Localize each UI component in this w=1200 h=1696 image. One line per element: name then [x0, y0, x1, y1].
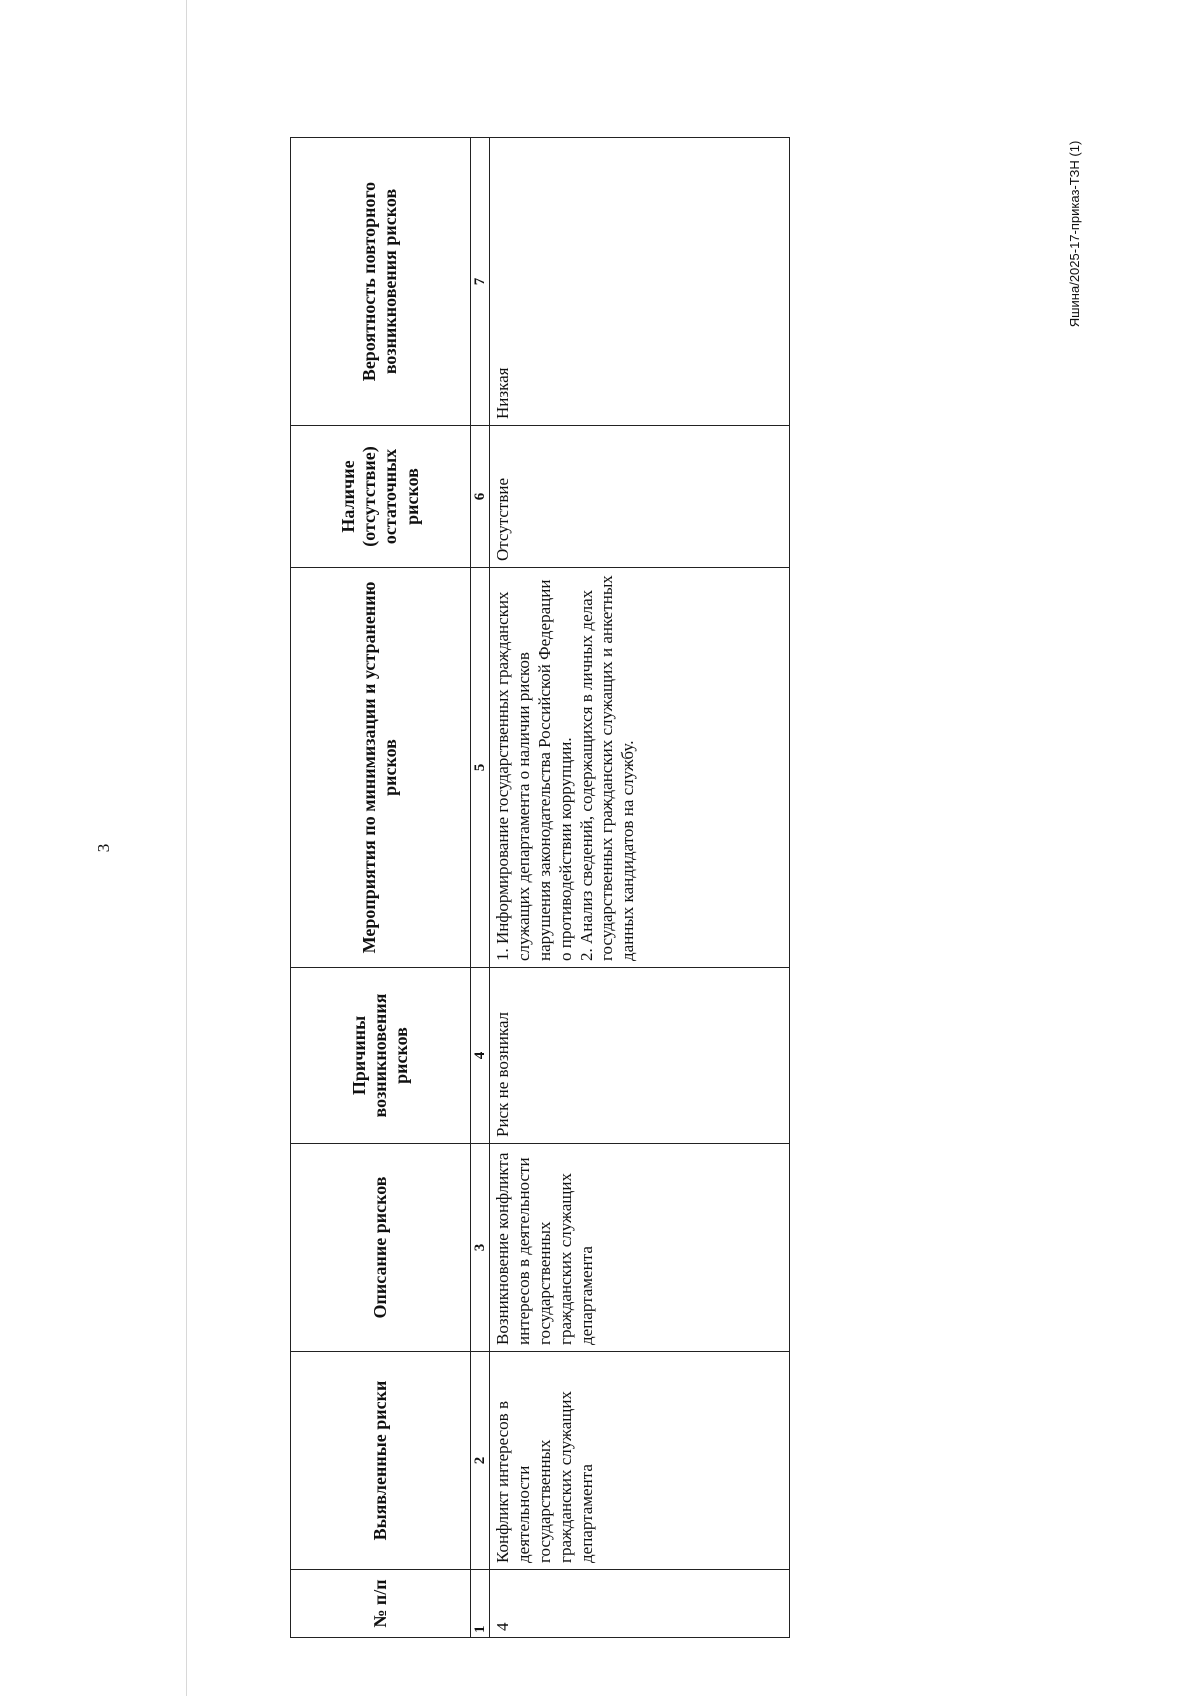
scan-artifact-line — [186, 0, 187, 1696]
page-number: 3 — [94, 843, 113, 853]
header-risks: Выявленные риски — [291, 1352, 471, 1570]
description-cell: Возникновение конфликта интересов в деятельности государственных гражданских служащих департамента — [489, 1144, 789, 1352]
header-row — [291, 138, 471, 1638]
header-description: Описание рисков — [291, 1144, 471, 1352]
table-row — [489, 138, 789, 1638]
header-causes: Причины возникновения рисков — [291, 968, 471, 1144]
column-number-row — [470, 138, 489, 1638]
column-number: 5 — [470, 568, 489, 968]
risk-table — [290, 137, 790, 1638]
cause-cell: Риск не возникал — [489, 968, 789, 1144]
residual-cell: Отсутствие — [489, 426, 789, 568]
header-residual: Наличие (отсутствие) остаточных рисков — [291, 426, 471, 568]
column-number: 1 — [470, 1570, 489, 1638]
column-number: 6 — [470, 426, 489, 568]
column-number: 2 — [470, 1352, 489, 1570]
column-number: 4 — [470, 968, 489, 1144]
probability-cell: Низкая — [489, 138, 789, 426]
footer-document-id: Яшина/2025-17-приказ-ТЗН (1) — [1067, 140, 1082, 328]
header-probability: Вероятность повторного возникновения рисков — [291, 138, 471, 426]
column-number: 7 — [470, 138, 489, 426]
risk-cell: Конфликт интересов в деятельности государственных гражданских служащих департамента — [489, 1352, 789, 1570]
header-number: № п/п — [291, 1570, 471, 1638]
row-number: 4 — [489, 1570, 789, 1638]
header-measures: Мероприятия по минимизации и устранению рисков — [291, 568, 471, 968]
risk-table-container — [290, 138, 790, 1638]
measures-cell: 1. Информирование государственных гражданских служащих департамента о наличии рисков нарушения законодательства Российской Федерации о противодействии коррупции. 2. Анализ сведений, содержащихся в личных делах государственных гражданских служащих и анкетных данных кандидатов на службу. — [489, 568, 789, 968]
column-number: 3 — [470, 1144, 489, 1352]
